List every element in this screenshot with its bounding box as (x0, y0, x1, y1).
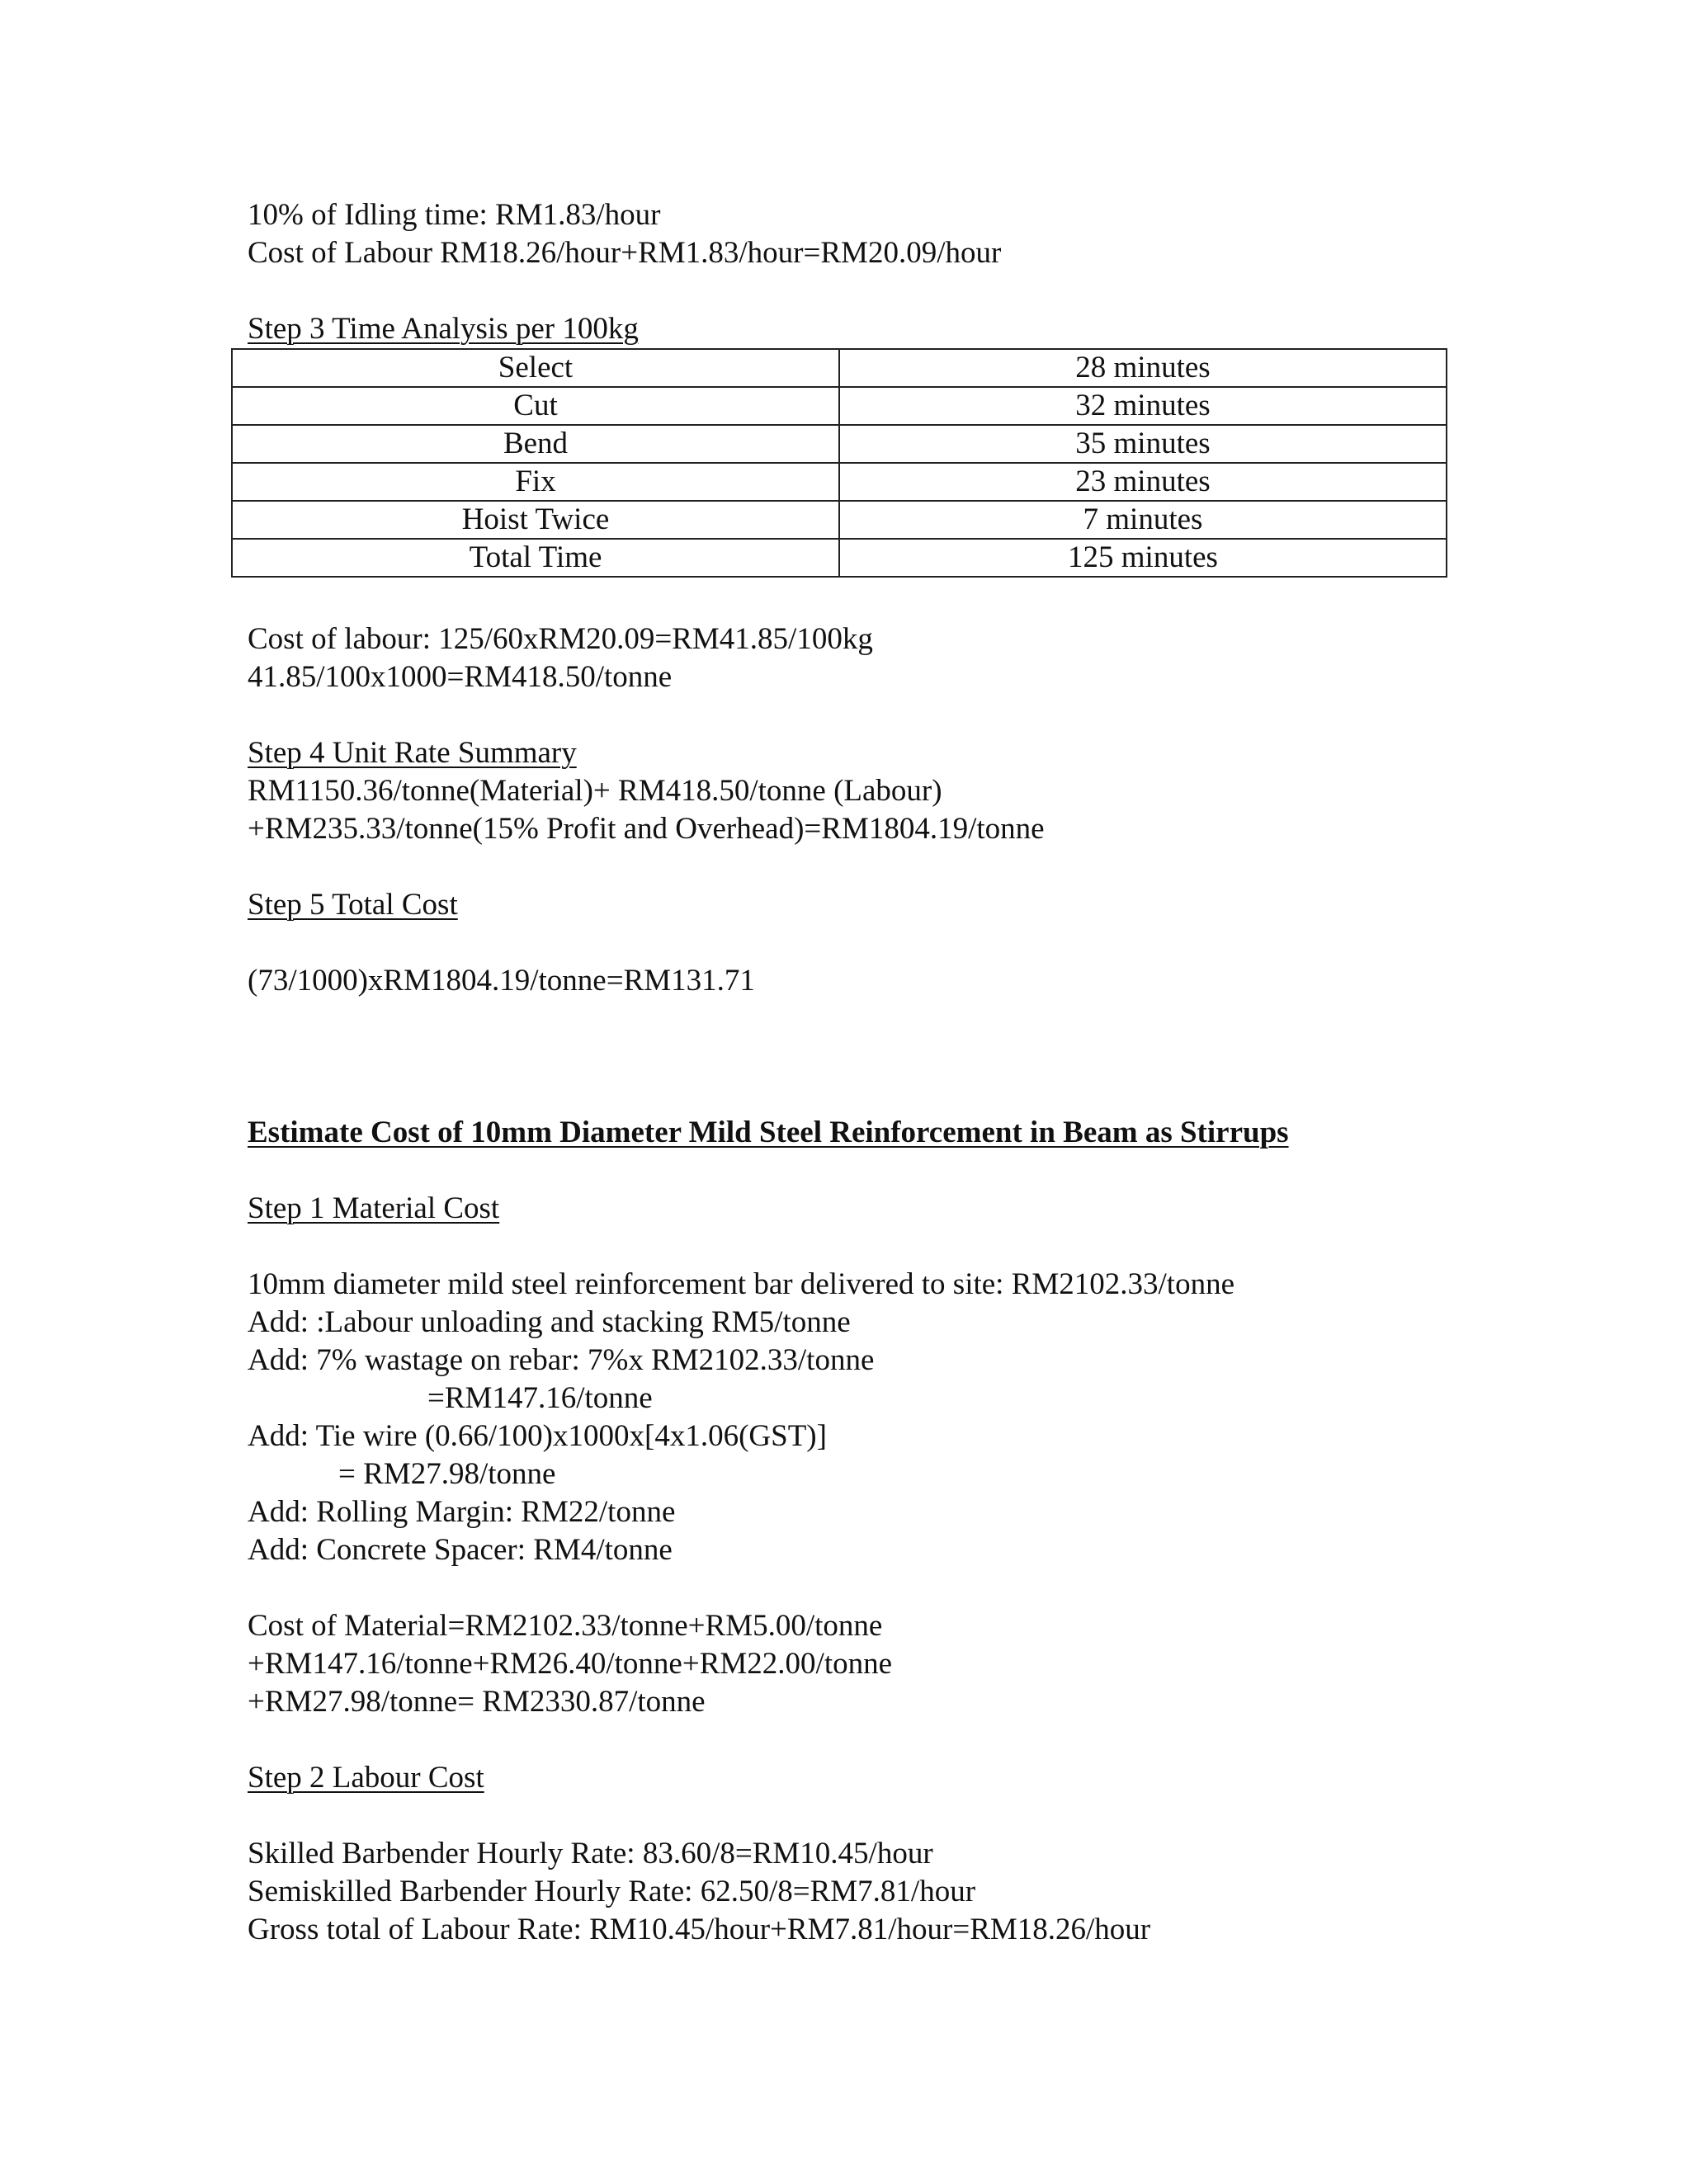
table-row (232, 539, 1447, 577)
labour-rate-line: Semiskilled Barbender Hourly Rate: 62.50/8=RM7.81/hour (248, 1875, 976, 1908)
material-line: = RM27.98/tonne (338, 1457, 556, 1491)
labour-rate-line: Gross total of Labour Rate: RM10.45/hour+RM7.81/hour=RM18.26/hour (248, 1913, 1151, 1946)
cost-of-material-line: +RM147.16/tonne+RM26.40/tonne+RM22.00/tonne (248, 1647, 893, 1681)
cost-of-material-line: Cost of Material=RM2102.33/tonne+RM5.00/tonne (248, 1609, 883, 1643)
task-cell: Cut (232, 387, 839, 425)
table-row (232, 387, 1447, 425)
unit-rate-line-2: +RM235.33/tonne(15% Profit and Overhead)=RM1804.19/tonne (248, 812, 1045, 846)
task-cell: Total Time (232, 539, 839, 577)
table-row (232, 501, 1447, 539)
task-cell: Fix (232, 463, 839, 501)
step2-heading: Step 2 Labour Cost (248, 1761, 484, 1795)
step4-heading: Step 4 Unit Rate Summary (248, 736, 577, 770)
material-line: Add: 7% wastage on rebar: 7%x RM2102.33/tonne (248, 1343, 875, 1377)
time-cell: 35 minutes (839, 425, 1447, 463)
time-analysis-table (231, 348, 1447, 578)
step3-heading: Step 3 Time Analysis per 100kg (248, 312, 639, 346)
time-cell: 7 minutes (839, 501, 1447, 539)
labour-rate-line: Skilled Barbender Hourly Rate: 83.60/8=RM10.45/hour (248, 1837, 933, 1870)
time-cell: 125 minutes (839, 539, 1447, 577)
step1-heading: Step 1 Material Cost (248, 1191, 500, 1225)
task-cell: Hoist Twice (232, 501, 839, 539)
material-line: Add: Concrete Spacer: RM4/tonne (248, 1533, 673, 1567)
time-cell: 23 minutes (839, 463, 1447, 501)
unit-rate-line-1: RM1150.36/tonne(Material)+ RM418.50/tonne (Labour) (248, 774, 942, 808)
time-cell: 32 minutes (839, 387, 1447, 425)
task-cell: Select (232, 349, 839, 387)
material-line: 10mm diameter mild steel reinforcement bar delivered to site: RM2102.33/tonne (248, 1267, 1235, 1301)
step5-heading: Step 5 Total Cost (248, 888, 458, 922)
table-row (232, 349, 1447, 387)
material-line: Add: Rolling Margin: RM22/tonne (248, 1495, 676, 1529)
labour-cost-line: Cost of Labour RM18.26/hour+RM1.83/hour=RM20.09/hour (248, 236, 1002, 270)
table-row (232, 425, 1447, 463)
table-row (232, 463, 1447, 501)
cost-of-material-line: +RM27.98/tonne= RM2330.87/tonne (248, 1685, 706, 1719)
cost-of-labour-line-2: 41.85/100x1000=RM418.50/tonne (248, 660, 673, 694)
idling-time-line: 10% of Idling time: RM1.83/hour (248, 198, 661, 232)
material-line: =RM147.16/tonne (427, 1381, 653, 1415)
total-cost-line: (73/1000)xRM1804.19/tonne=RM131.71 (248, 964, 755, 998)
material-line: Add: :Labour unloading and stacking RM5/tonne (248, 1305, 851, 1339)
section-title: Estimate Cost of 10mm Diameter Mild Steel Reinforcement in Beam as Stirrups (248, 1116, 1289, 1149)
task-cell: Bend (232, 425, 839, 463)
cost-of-labour-line-1: Cost of labour: 125/60xRM20.09=RM41.85/100kg (248, 622, 873, 656)
material-line: Add: Tie wire (0.66/100)x1000x[4x1.06(GST)] (248, 1419, 827, 1453)
time-cell: 28 minutes (839, 349, 1447, 387)
